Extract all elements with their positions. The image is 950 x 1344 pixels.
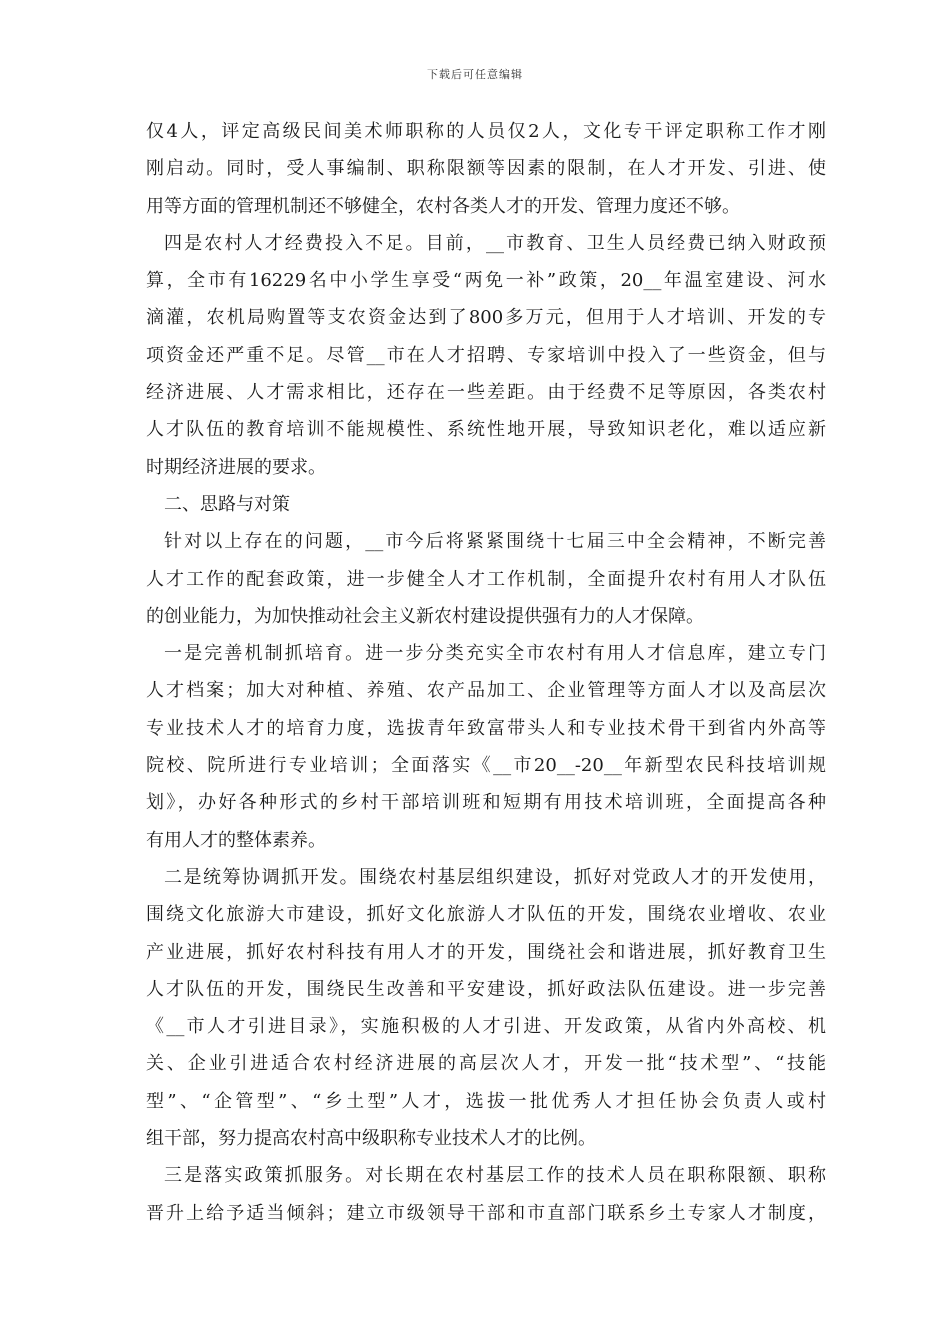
text-line: 项资金还严重不足。尽管__市在人才招聘、专家培训中投入了一些资金，但与: [146, 344, 826, 366]
text-line: 四是农村人才经费投入不足。目前，__市教育、卫生人员经费已纳入财政预: [164, 232, 826, 254]
text-line: 人才档案；加大对种植、养殖、农产品加工、企业管理等方面人才以及高层次: [146, 680, 826, 702]
text-line: 有用人才的整体素养。: [146, 829, 326, 851]
text-line: 仅4人，评定高级民间美术师职称的人员仅2人，文化专干评定职称工作才刚: [146, 121, 826, 142]
text-line: 围绕文化旅游大市建设，抓好文化旅游人才队伍的开发，围绕农业增收、农业: [146, 904, 826, 926]
text-line: 时期经济进展的要求。: [146, 456, 326, 478]
text-line: 的创业能力，为加快推动社会主义新农村建设提供强有力的人才保障。: [146, 605, 704, 627]
text-line: 针对以上存在的问题，__市今后将紧紧围绕十七届三中全会精神，不断完善: [164, 531, 826, 553]
text-line: 专业技术人才的培育力度，选拔青年致富带头人和专业技术骨干到省内外高等: [146, 717, 826, 739]
text-line: 经济进展、人才需求相比，还存在一些差距。由于经费不足等原因，各类农村: [146, 382, 826, 404]
text-line: 划》，办好各种形式的乡村干部培训班和短期有用技术培训班，全面提高各种: [146, 792, 826, 814]
text-line: 人才工作的配套政策，进一步健全人才工作机制，全面提升农村有用人才队伍: [146, 568, 826, 590]
text-line: 院校、院所进行专业培训；全面落实《__市20__-20__年新型农民科技培训规: [146, 755, 826, 777]
text-line: 刚启动。同时，受人事编制、职称限额等因素的限制，在人才开发、引进、使: [146, 158, 826, 180]
text-line: 组干部，努力提高农村高中级职称专业技术人才的比例。: [146, 1128, 596, 1150]
document-body: [146, 113, 826, 1232]
text-line: 三是落实政策抓服务。对长期在农村基层工作的技术人员在职称限额、职称: [164, 1165, 826, 1187]
text-line: 人才队伍的教育培训不能规模性、系统性地开展，导致知识老化，难以适应新: [146, 419, 826, 441]
text-line: 产业进展，抓好农村科技有用人才的开发，围绕社会和谐进展，抓好教育卫生: [146, 941, 826, 963]
text-line: 算，全市有16229名中小学生享受“两免一补”政策，20__年温室建设、河水: [146, 270, 826, 292]
text-line: 型”、“企管型”、“乡土型”人才，选拔一批优秀人才担任协会负责人或村: [146, 1090, 826, 1112]
text-line: 人才队伍的开发，围绕民生改善和平安建设，抓好政法队伍建设。进一步完善: [146, 978, 826, 1000]
text-line: 晋升上给予适当倾斜；建立市级领导干部和市直部门联系乡土专家人才制度，: [146, 1202, 826, 1224]
text-line: 滴灌，农机局购置等支农资金达到了800多万元，但用于人才培训、开发的专: [146, 307, 826, 329]
text-line: 《__市人才引进目录》，实施积极的人才引进、开发政策，从省内外高校、机: [146, 1016, 826, 1038]
text-line: 关、企业引进适合农村经济进展的高层次人才，开发一批“技术型”、“技能: [146, 1053, 826, 1075]
text-line: 一是完善机制抓培育。进一步分类充实全市农村有用人才信息库，建立专门: [164, 643, 826, 665]
text-line: 二是统筹协调抓开发。围绕农村基层组织建设，抓好对党政人才的开发使用，: [164, 866, 826, 888]
text-line: 二、思路与对策: [164, 493, 290, 515]
page-header-note: 下载后可任意编辑: [427, 68, 523, 81]
text-line: 用等方面的管理机制还不够健全，农村各类人才的开发、管理力度还不够。: [146, 195, 740, 217]
